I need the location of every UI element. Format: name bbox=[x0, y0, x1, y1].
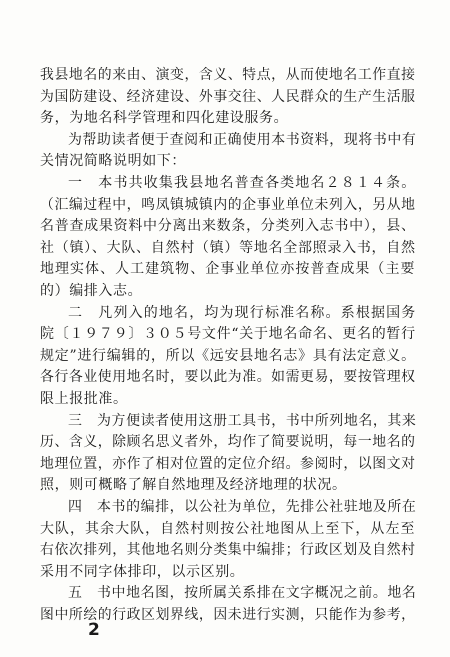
text-line: 的）编排入志。 bbox=[40, 283, 143, 299]
text-line: 二 凡列入的地名，均为现行标准名称。系根据国务 bbox=[68, 304, 417, 321]
text-line: （汇编过程中，鸣凤镇城镇内的企事业单位未列入，另从地 bbox=[40, 196, 416, 213]
text-line: 务，为地名科学管理和四化建设服务。 bbox=[40, 110, 289, 127]
page-number: 2 bbox=[88, 620, 100, 640]
text-line: 右依次排列，其他地名则分类集中编排；行政区划及自然村 bbox=[40, 542, 416, 559]
text-line: 各行各业使用地名时，要以此为准。如需更易，要按管理权 bbox=[40, 369, 416, 386]
text-line: 照，则可概略了解自然地理及经济地理的状况。 bbox=[40, 477, 347, 494]
text-line: 图中所绘的行政区划界线，因未进行实测，只能作为参考， bbox=[40, 607, 416, 623]
text-line: 大队，其余大队，自然村则按公社地图从上至下，从左至 bbox=[40, 520, 416, 537]
text-line: 五 书中地名图，按所属关系排在文字概况之前。地名 bbox=[68, 585, 417, 602]
text-line: 地理实体、人工建筑物、企事业单位亦按普查成果（主要 bbox=[40, 261, 416, 278]
text-line: 采用不同字体排印，以示区别。 bbox=[40, 563, 245, 580]
text-line: 我县地名的来由、演变，含义、特点，从而使地名工作直接 bbox=[40, 67, 416, 83]
text-line: 为帮助读者便于查阅和正确使用本书资料，现将书中有 bbox=[68, 131, 417, 148]
text-line: 三 为方便读者使用这册工具书，书中所列地名，其来 bbox=[68, 412, 417, 429]
text-line: 关情况简略说明如下： bbox=[40, 153, 186, 170]
text-line: 为国防建设、经济建设、外事交往、人民群众的生产生活服 bbox=[40, 88, 416, 105]
text-line: 地理位置，亦作了相对位置的定位介绍。参阅时，以图文对 bbox=[40, 455, 416, 472]
text-line: 名普查成果资料中分离出来数条，分类列入志书中），县、 bbox=[40, 218, 416, 235]
text-line: 四 本书的编排，以公社为单位，先排公社驻地及所在 bbox=[68, 499, 417, 515]
text-line: 限上报批准。 bbox=[40, 391, 128, 407]
text-line: 社（镇）、大队、自然村（镇）等地名全部照录入书，自然 bbox=[40, 239, 416, 256]
text-line: 历、含义，除顾名思义者外，均作了简要说明，每一地名的 bbox=[40, 434, 416, 451]
text-line: 院〔１９７９〕３０５号文件“关于地名命名、更名的暂行 bbox=[40, 326, 416, 343]
text-line: 规定”进行编辑的，所以《远安县地名志》具有法定意义。 bbox=[40, 347, 416, 364]
text-line: 一 本书共收集我县地名普查各类地名２８１４条。 bbox=[68, 175, 417, 191]
